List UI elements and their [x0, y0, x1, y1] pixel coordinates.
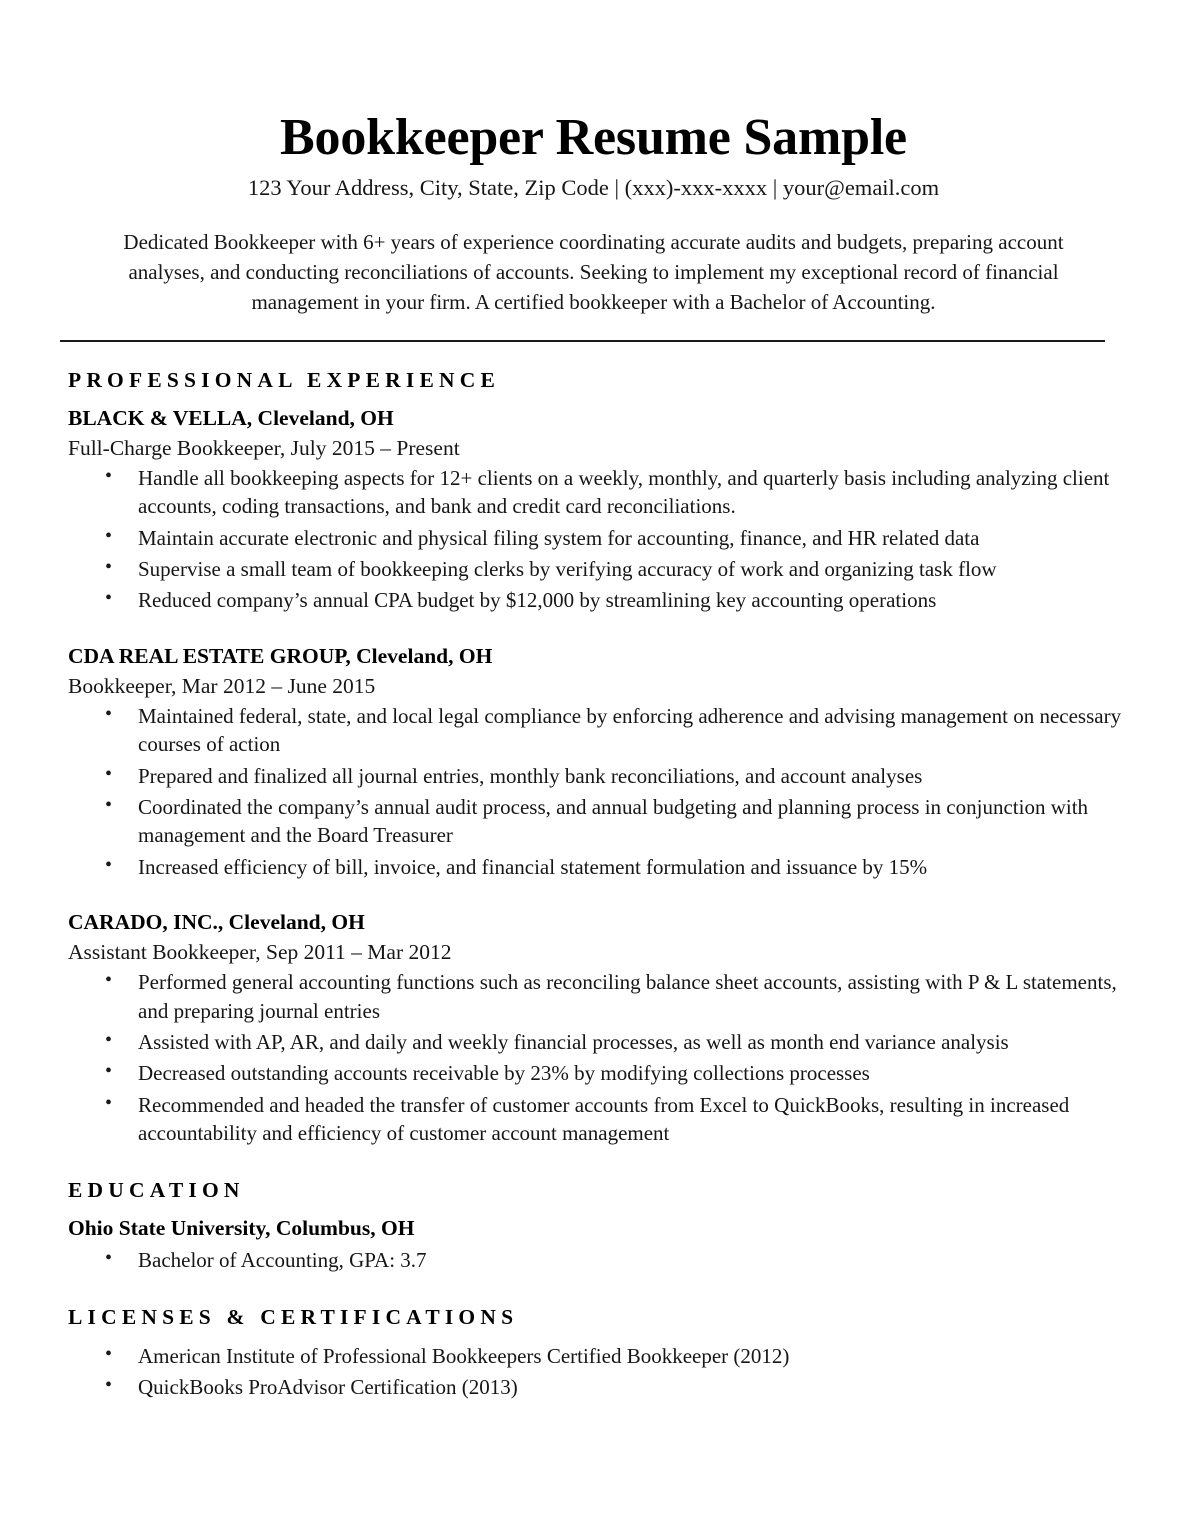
list-item: • Performed general accounting functions such as reconciling balance sheet accounts, assisting with P & L statements, and preparing journal entries — [60, 968, 1127, 1025]
section-education — [60, 1178, 1127, 1275]
list-item: • Assisted with AP, AR, and daily and weekly financial processes, as well as month end variance analysis — [60, 1028, 1127, 1056]
section-title-experience: PROFESSIONAL EXPERIENCE — [68, 367, 501, 392]
section-licenses-certifications — [60, 1305, 1127, 1402]
education-bullet-list — [60, 1246, 1127, 1274]
list-item: • Coordinated the company’s annual audit process, and annual budgeting and planning process in conjunction with management and the Board Treasurer — [60, 793, 1127, 850]
list-item: • QuickBooks ProAdvisor Certification (2013) — [60, 1373, 1127, 1401]
school-name: Ohio State University, Columbus, OH — [68, 1215, 415, 1240]
list-item: • Decreased outstanding accounts receivable by 23% by modifying collections processes — [60, 1059, 1127, 1087]
section-title-certifications: LICENSES & CERTIFICATIONS — [68, 1304, 519, 1329]
page-title: Bookkeeper Resume Sample — [280, 109, 907, 166]
certification-bullet-list — [60, 1342, 1127, 1402]
contact-line: 123 Your Address, City, State, Zip Code | (xxx)-xxx-xxxx | your@email.com — [247, 175, 940, 201]
job-company: CDA REAL ESTATE GROUP, Cleveland, OH — [68, 643, 493, 668]
job-company: BLACK & VELLA, Cleveland, OH — [68, 405, 394, 430]
header-divider — [60, 340, 1105, 342]
list-item: • Prepared and finalized all journal entries, monthly bank reconciliations, and account analyses — [60, 762, 1127, 790]
job-role: Bookkeeper, Mar 2012 – June 2015 — [68, 673, 376, 698]
list-item: • Reduced company’s annual CPA budget by $12,000 by streamlining key accounting operations — [60, 586, 1127, 614]
list-item: • Handle all bookkeeping aspects for 12+ clients on a weekly, monthly, and quarterly basis including analyzing client accounts, coding transactions, and bank and credit card reconciliations. — [60, 464, 1127, 521]
professional-summary: Dedicated Bookkeeper with 6+ years of experience coordinating accurate audits and budgets, preparing account analyses, and conducting reconciliations of accounts. Seeking to implement my exceptional record of financial management in your firm. A certified bookkeeper with a Bachelor of Accounting. — [123, 230, 1064, 314]
resume-header — [60, 0, 1127, 202]
job-bullet-list — [60, 968, 1127, 1147]
job-role: Full-Charge Bookkeeper, July 2015 – Present — [68, 435, 460, 460]
list-item: • Bachelor of Accounting, GPA: 3.7 — [60, 1246, 1127, 1274]
job-entry — [60, 643, 1127, 881]
job-bullet-list — [60, 702, 1127, 881]
list-item: • Recommended and headed the transfer of customer accounts from Excel to QuickBooks, resulting in increased accountability and efficiency of customer account management — [60, 1091, 1127, 1148]
job-entry — [60, 405, 1127, 615]
job-entry — [60, 909, 1127, 1147]
section-professional-experience — [60, 368, 1127, 1148]
list-item: • Supervise a small team of bookkeeping clerks by verifying accuracy of work and organizing task flow — [60, 555, 1127, 583]
list-item: • Increased efficiency of bill, invoice, and financial statement formulation and issuance by 15% — [60, 853, 1127, 881]
job-role: Assistant Bookkeeper, Sep 2011 – Mar 2012 — [68, 940, 452, 965]
list-item: • Maintain accurate electronic and physical filing system for accounting, finance, and HR related data — [60, 524, 1127, 552]
section-title-education: EDUCATION — [68, 1177, 245, 1202]
list-item: • American Institute of Professional Bookkeepers Certified Bookkeeper (2012) — [60, 1342, 1127, 1370]
job-bullet-list — [60, 464, 1127, 615]
list-item: • Maintained federal, state, and local legal compliance by enforcing adherence and advising management on necessary courses of action — [60, 702, 1127, 759]
job-company: CARADO, INC., Cleveland, OH — [68, 910, 365, 935]
